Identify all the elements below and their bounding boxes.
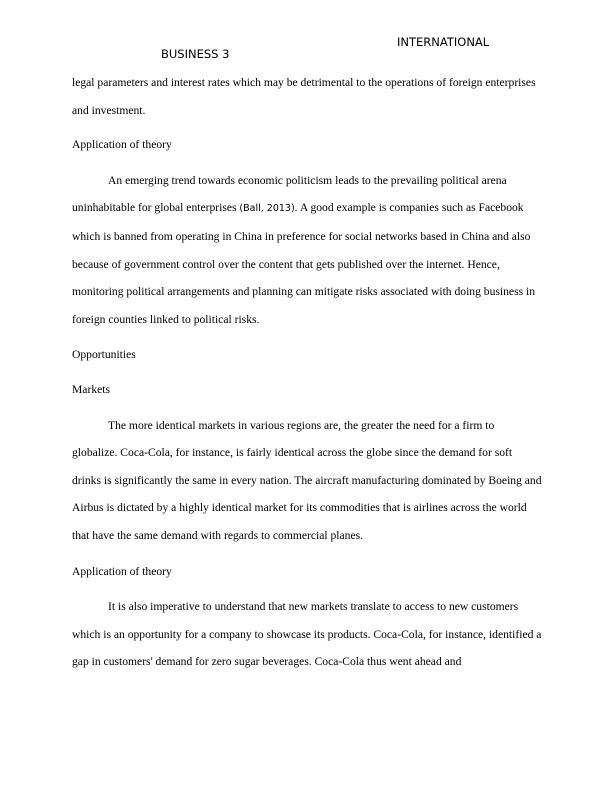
document-body	[72, 69, 542, 676]
paragraph-customers: It is also imperative to understand that new markets translate to access to new customers which is an opportunity for a company to showcase its products. Coca-Cola, for instance, identified a gap in customers' demand for zero sugar beverages. Coca-Cola thus went ahead and	[72, 600, 542, 669]
paragraph-politics-rest: . A good example is companies such as Facebook which is banned from operating in China in preference for social networks based in China and also because of government control over the content that gets published over the internet. Hence, monitoring political arrangements and planning can mitigate risks associated with doing business in foreign counties linked to political risks.	[72, 201, 536, 326]
heading-application-of-theory-1: Application of theory	[72, 138, 172, 152]
paragraph-politics-lead: An emerging trend towards economic politicism leads to the prevailing political arena uninhabitable for global enterprises	[72, 173, 507, 215]
paragraph-markets: The more identical markets in various regions are, the greater the need for a firm to globalize. Coca-Cola, for instance, is fairly identical across the globe since the demand for soft drinks is significantly the same in every nation. The aircraft manufacturing dominated by Boeing and Airbus is dictated by a highly identical market for its commodities that is airlines across the world that have the same demand with regards to commercial planes.	[72, 418, 542, 542]
paragraph-intro: legal parameters and interest rates which may be detrimental to the operations of foreign enterprises and investment.	[72, 76, 536, 117]
heading-opportunities: Opportunities	[72, 348, 136, 362]
paragraph-politics	[72, 167, 542, 334]
citation-ball-2013: (Ball, 2013)	[239, 203, 295, 215]
running-header-international: INTERNATIONAL	[397, 35, 490, 49]
heading-application-of-theory-2: Application of theory	[72, 564, 172, 578]
heading-markets: Markets	[72, 382, 110, 396]
running-header-business-page-number: BUSINESS 3	[161, 47, 230, 61]
